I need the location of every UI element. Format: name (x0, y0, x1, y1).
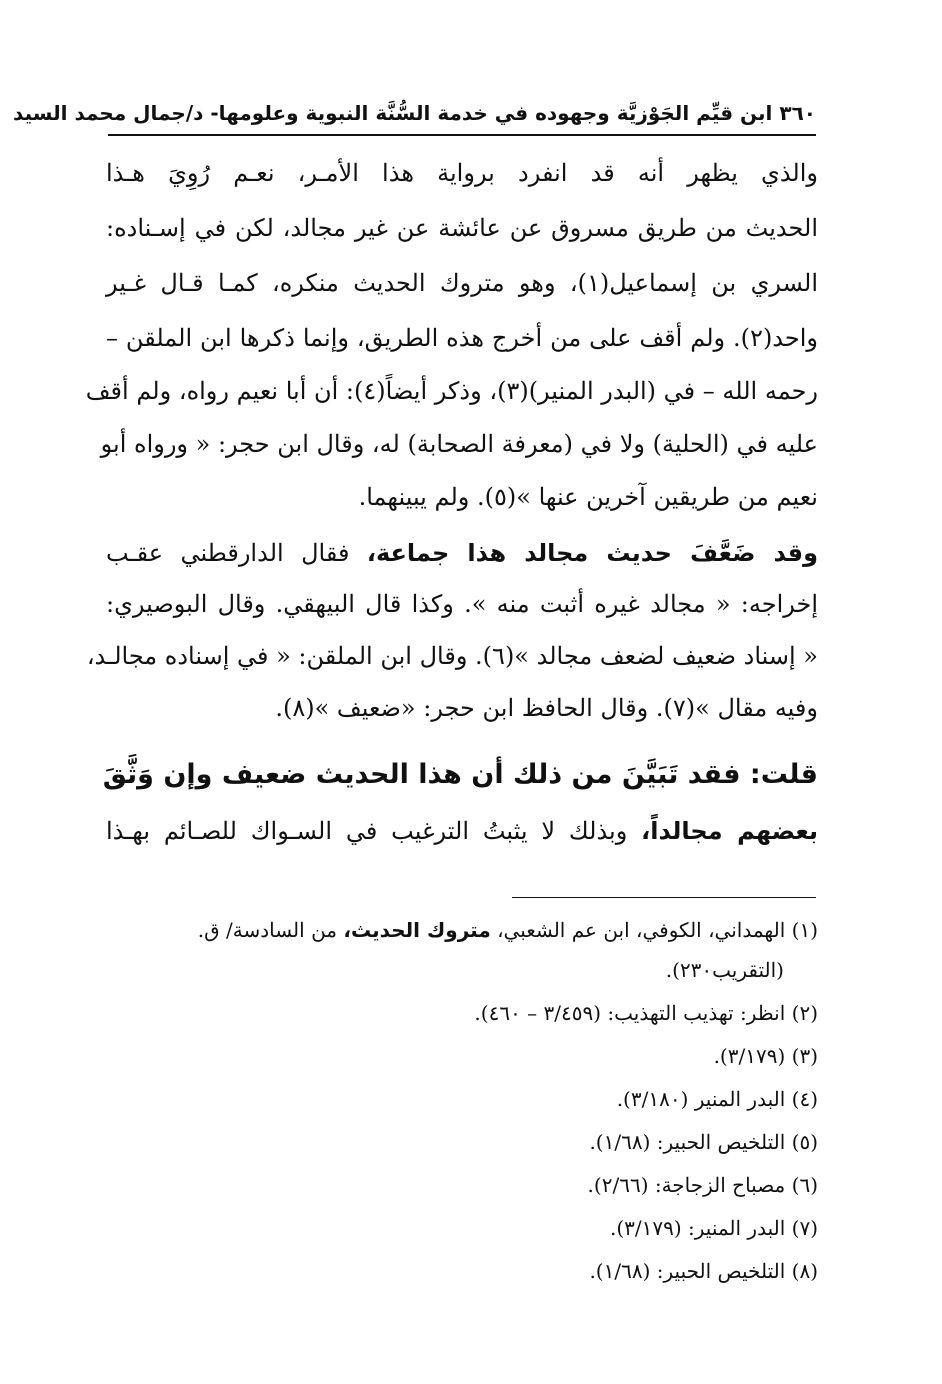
footnote-1 (106, 912, 818, 948)
body-line-2: الحديث من طريق مسروق عن عائشة عن غير مجالد، لكن في إسـناده: (106, 214, 818, 242)
body-line-4: واحد(٢). ولم أقف على من أخرج هذه الطريق، وإنما ذكرها ابن الملقن – (106, 324, 818, 352)
footnote-rule (512, 897, 816, 898)
body-line-3: السري بن إسماعيل(١)، وهو متروك الحديث منكره، كمـا قـال غـير (106, 269, 818, 297)
footnote-2: (٢) انظر: تهذيب التهذيب: (٣/٤٥٩ – ٤٦٠). (474, 1001, 818, 1025)
header-rule (108, 134, 816, 136)
header-title: ابن قيِّم الجَوْزيَّة وجهوده في خدمة السُّنَّة النبوية وعلومها- د/جمال محمد السيد (13, 101, 773, 125)
body-line-1: والذي يظهر أنه قد انفرد برواية هذا الأمـر، نعـم رُوِيَ هـذا (106, 159, 818, 187)
footnote-1-bold: متروك الحديث، (343, 918, 491, 942)
para2-line-3: « إسناد ضعيف لضعف مجالد »(٦). وقال ابن الملقن: « في إسناده مجالـد، (86, 642, 818, 670)
body-line-7: نعيم من طريقين آخرين عنها »(٥). ولم يبينهما. (358, 483, 818, 511)
body-line-6: عليه في (الحلية) ولا في (معرفة الصحابة) له، وقال ابن حجر: « ورواه أبو (100, 430, 818, 458)
footnote-1-tail: من السادسة/ ق. (197, 918, 338, 942)
body-line-5: رحمه الله – في (البدر المنير)(٣)، وذكر أيضاً(٤): أن أبا نعيم رواه، ولم أقف (85, 377, 818, 405)
footnote-3: (٣) (٣/١٧٩). (713, 1044, 818, 1068)
running-header (13, 96, 816, 130)
para3-line-2-rest: وبذلك لا يثبتُ الترغيب في السـواك للصـائم بهـذا (106, 817, 628, 845)
footnote-7: (٧) البدر المنير: (٣/١٧٩). (609, 1216, 818, 1240)
para2-line-1 (106, 528, 818, 578)
footnote-1-text: (١) الهمداني، الكوفي، ابن عم الشعبي، (497, 918, 818, 942)
page-number: ٣٦٠ (779, 101, 816, 125)
para2-line-4: وفيه مقال »(٧). وقال الحافظ ابن حجر: «ضعيف »(٨). (275, 694, 818, 722)
footnote-4: (٤) البدر المنير (٣/١٨٠). (616, 1087, 818, 1111)
para3-line-2 (106, 806, 818, 856)
para3-bold-lead: بعضهم مجالداً، (641, 817, 818, 845)
para3-line-1: قلت: فقد تَبَيَّنَ من ذلك أن هذا الحديث ضعيف وإن وَثَّقَ (102, 759, 818, 790)
footnote-5: (٥) التلخيص الحبير: (١/٦٨). (589, 1130, 818, 1154)
para2-line-2: إخراجه: « مجالد غيره أثبت منه ». وكذا قال البيهقي. وقال البوصيري: (106, 590, 818, 618)
para2-line-1-rest: فقال الدارقطني عقـب (106, 539, 350, 567)
footnote-1-cont: (التقريب٢٣٠). (665, 958, 784, 982)
footnote-6: (٦) مصباح الزجاجة: (٢/٦٦). (587, 1173, 818, 1197)
footnote-8: (٨) التلخيص الحبير: (١/٦٨). (589, 1259, 818, 1283)
para2-bold-lead: وقد ضَعَّفَ حديث مجالد هذا جماعة، (366, 539, 818, 567)
